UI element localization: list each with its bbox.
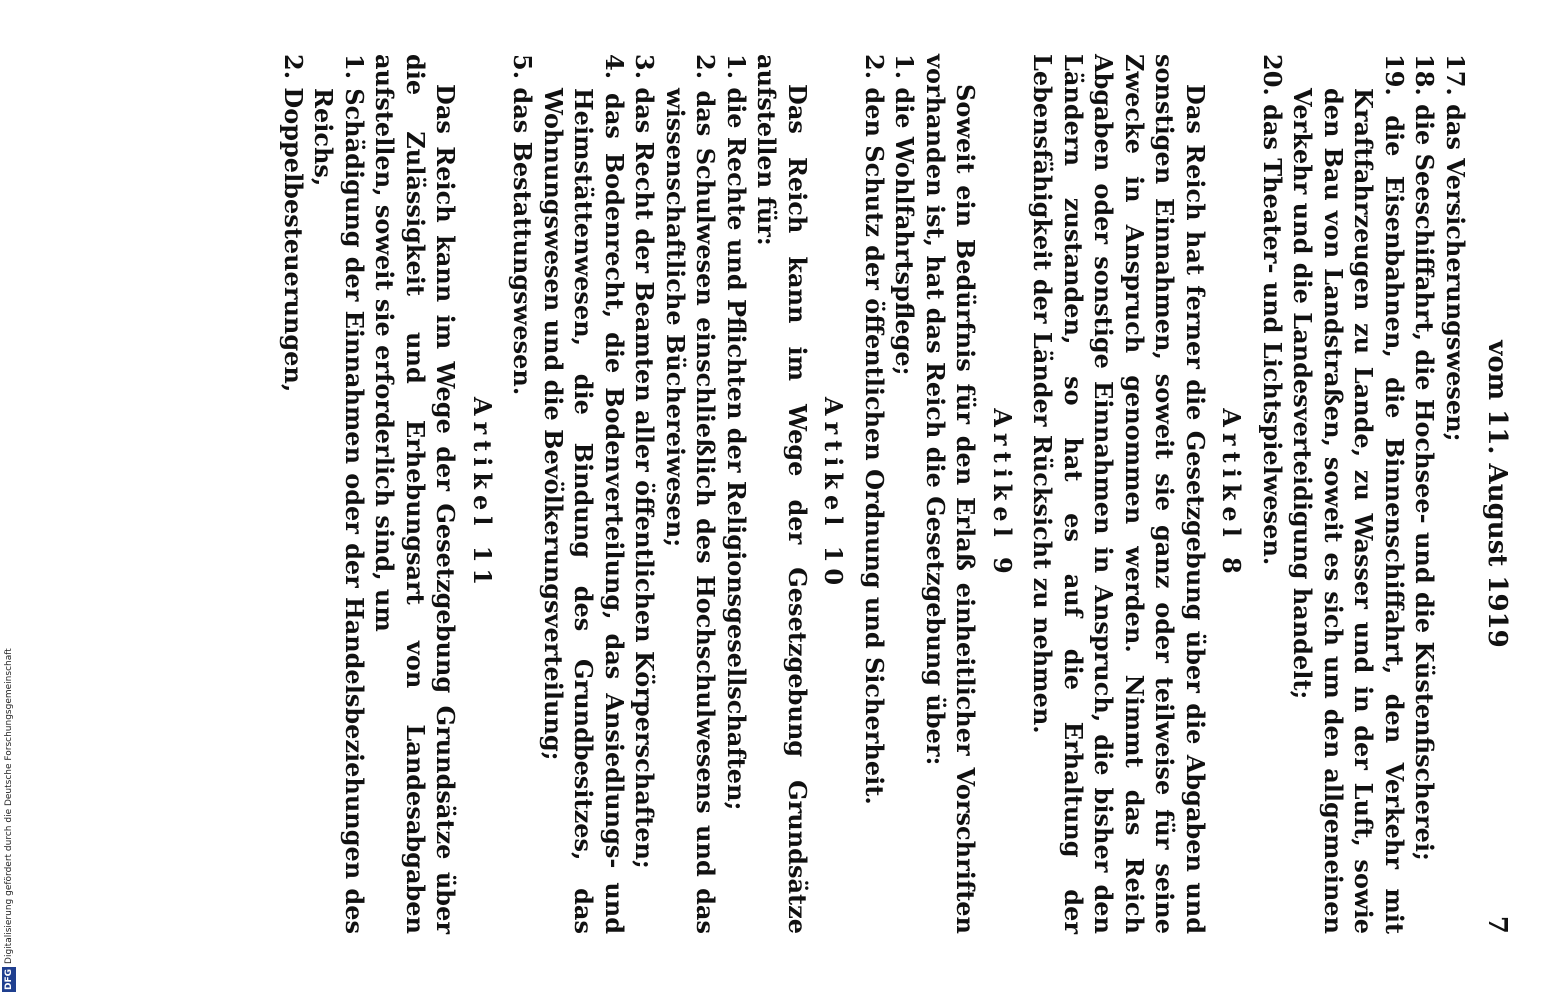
article-11-text: Das Reich kann im Wege der Gesetzgebung Grundsätze über die Zulässigkeit und Erhebungsart von Landesabgaben aufstellen, soweit sie erforderlich sind, um (370, 54, 461, 934)
article-10-heading: Artikel 10 (819, 396, 849, 592)
dfg-footer-text: Digitalisierung gefördert durch die Deutsche Forschungsgemeinschaft (4, 648, 14, 964)
list-item: 17. das Versicherungswesen; (1441, 54, 1470, 442)
article-8-heading: Artikel 8 (1217, 408, 1247, 580)
list-item: 1. die Wohlfahrtspflege; (890, 54, 920, 376)
list-item: 2. Doppelbesteuerungen, (279, 54, 308, 393)
list-item: 2. den Schutz der öffentlichen Ordnung und Sicherheit. (860, 54, 889, 805)
list-item: 20. das Theater- und Lichtspielwesen. (1258, 54, 1287, 566)
article-9-text: Soweit ein Bedürfnis für den Erlaß einheitlicher Vorschriften vorhanden ist, hat das Reich die Gesetzgebung über: (921, 54, 981, 934)
scanned-page (212, 54, 1512, 934)
page-number: 7 (1482, 915, 1512, 934)
list-item: 1. Schädigung der Einnahmen oder der Handelsbeziehungen des Reichs, (309, 54, 369, 934)
list-item: 1. die Rechte und Pflichten der Religionsgesellschaften; (722, 54, 751, 811)
list-items-17-20 (1257, 54, 1471, 934)
list-item: 5. das Bestattungswesen. (508, 54, 538, 396)
article-9-heading: Artikel 9 (988, 408, 1017, 580)
page-header (1470, 54, 1512, 934)
list-item: 4. das Bodenrecht, die Bodenverteilung, das Ansiedlungs- und Heimstättenwesen, die Bindung des Grundbesitzes, das Wohnungswesen und die Bevölkerungsverteilung; (539, 54, 629, 934)
list-item: 18. die Seeschiffahrt, die Hochsee- und die Küstenfischerei; (1410, 54, 1440, 861)
dfg-logo: DFG (4, 968, 14, 990)
article-8-text: Das Reich hat ferner die Gesetzgebung über die Abgaben und sonstigen Einnahmen, soweit sie ganz oder teilweise für seine Zwecke in Anspruch genommen werden. Nimmt das Reich Abgaben oder sonstige Einnahmen in Anspruch, die bisher den Ländern zustanden, so hat es auf die Erhaltung der Lebensfähigkeit der Länder Rücksicht zu nehmen. (1028, 54, 1210, 934)
header-date: vom 11. August 1919 (1482, 340, 1512, 648)
dfg-footer (2, 592, 16, 992)
article-11-heading: Artikel 11 (468, 396, 497, 592)
list-item: 2. das Schulwesen einschließlich des Hochschulwesens und das wissenschaftliche Büchereiwesen; (661, 54, 721, 934)
list-item: 19. die Eisenbahnen, die Binnenschiffahrt, den Verkehr mit Kraftfahrzeugen zu Lande, zu Wasser und in der Luft, sowie den Bau von Landstraßen, soweit es sich um den allgemeinen Verkehr und die Landesverteidigung handelt; (1288, 54, 1409, 934)
article-10-text: Das Reich kann im Wege der Gesetzgebung Grundsätze aufstellen für: (752, 54, 812, 934)
list-item: 3. das Recht der Beamten aller öffentlichen Körperschaften; (630, 54, 660, 869)
